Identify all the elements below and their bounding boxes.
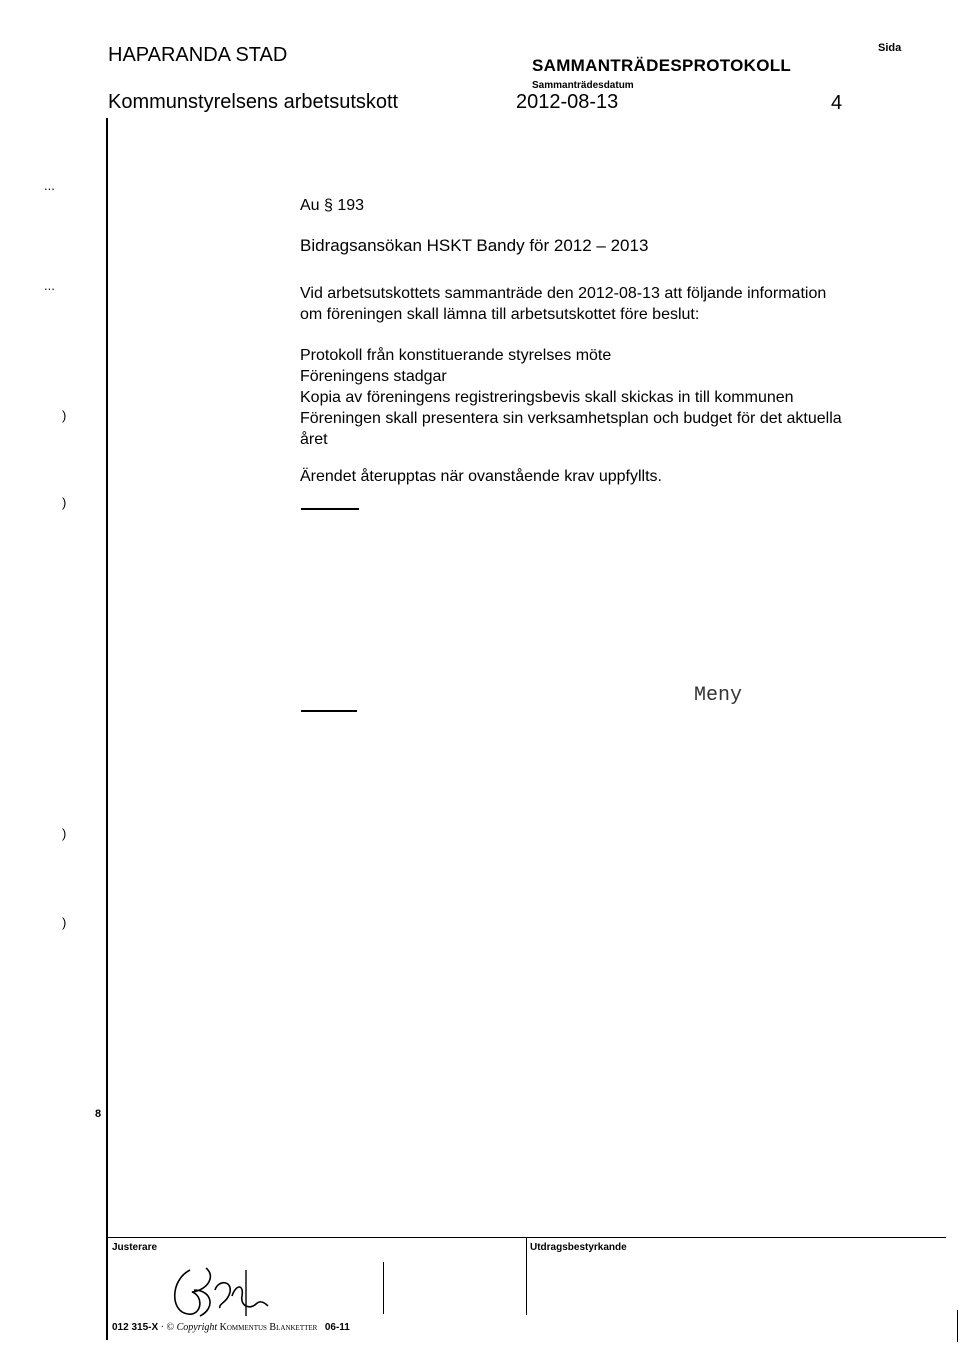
end-of-paragraph-rule [301, 508, 359, 510]
date-label: Sammanträdesdatum [532, 80, 634, 91]
margin-paren: ) [62, 495, 67, 510]
handwritten-signature [160, 1250, 290, 1325]
list-item: Protokoll från konstituerande styrelses möte [300, 347, 612, 364]
section-title: Bidragsansökan HSKT Bandy för 2012 – 2013 [300, 236, 649, 255]
signature-field-rule [383, 1262, 384, 1314]
margin-paren: ) [62, 408, 67, 423]
organization-name: HAPARANDA STAD [108, 44, 288, 66]
list-item: Kopia av föreningens registreringsbevis skall skickas in till kommunen [300, 389, 794, 406]
intro-line: Vid arbetsutskottets sammanträde den 2012-08-13 att följande information [300, 285, 827, 302]
margin-ellipsis: ... [44, 278, 55, 293]
menu-rule [301, 710, 357, 712]
margin-paren: ) [62, 915, 67, 930]
side-number: 8 [95, 1108, 102, 1120]
document-type: SAMMANTRÄDESPROTOKOLL [532, 56, 792, 75]
utdragsbestyrkande-label: Utdragsbestyrkande [530, 1242, 627, 1253]
list-item: året [300, 431, 328, 448]
justerare-label: Justerare [112, 1242, 158, 1253]
left-margin-rule [106, 118, 108, 1340]
list-item: Föreningen skall presentera sin verksamhetsplan och budget för det aktuella [300, 410, 842, 427]
intro-line: om föreningen skall lämna till arbetsutskottet före beslut: [300, 306, 700, 323]
right-edge-rule [957, 1310, 958, 1342]
page-number: 4 [831, 92, 843, 114]
committee-name: Kommunstyrelsens arbetsutskott [108, 91, 399, 113]
form-edition: 06-11 [324, 1322, 350, 1333]
form-number: 012 315-X [112, 1322, 159, 1333]
list-item: Föreningens stadgar [300, 368, 447, 385]
decision-text: Ärendet återupptas när ovanstående krav uppfyllts. [300, 468, 662, 485]
margin-paren: ) [62, 826, 67, 841]
margin-ellipsis: ... [44, 178, 55, 193]
page-label: Sida [878, 42, 902, 54]
copyright-word: Copyright [176, 1322, 218, 1333]
footer-separator [526, 1237, 527, 1315]
paragraph-reference: Au § 193 [300, 197, 365, 214]
menu-link[interactable]: Meny [694, 684, 743, 707]
form-copyright-line: 012 315-X · © Copyright Kommentus Blanketter 06-11 [112, 1322, 350, 1333]
publisher: Kommentus Blanketter [219, 1322, 318, 1333]
meeting-date: 2012-08-13 [516, 91, 619, 113]
requirements-list [300, 345, 842, 450]
